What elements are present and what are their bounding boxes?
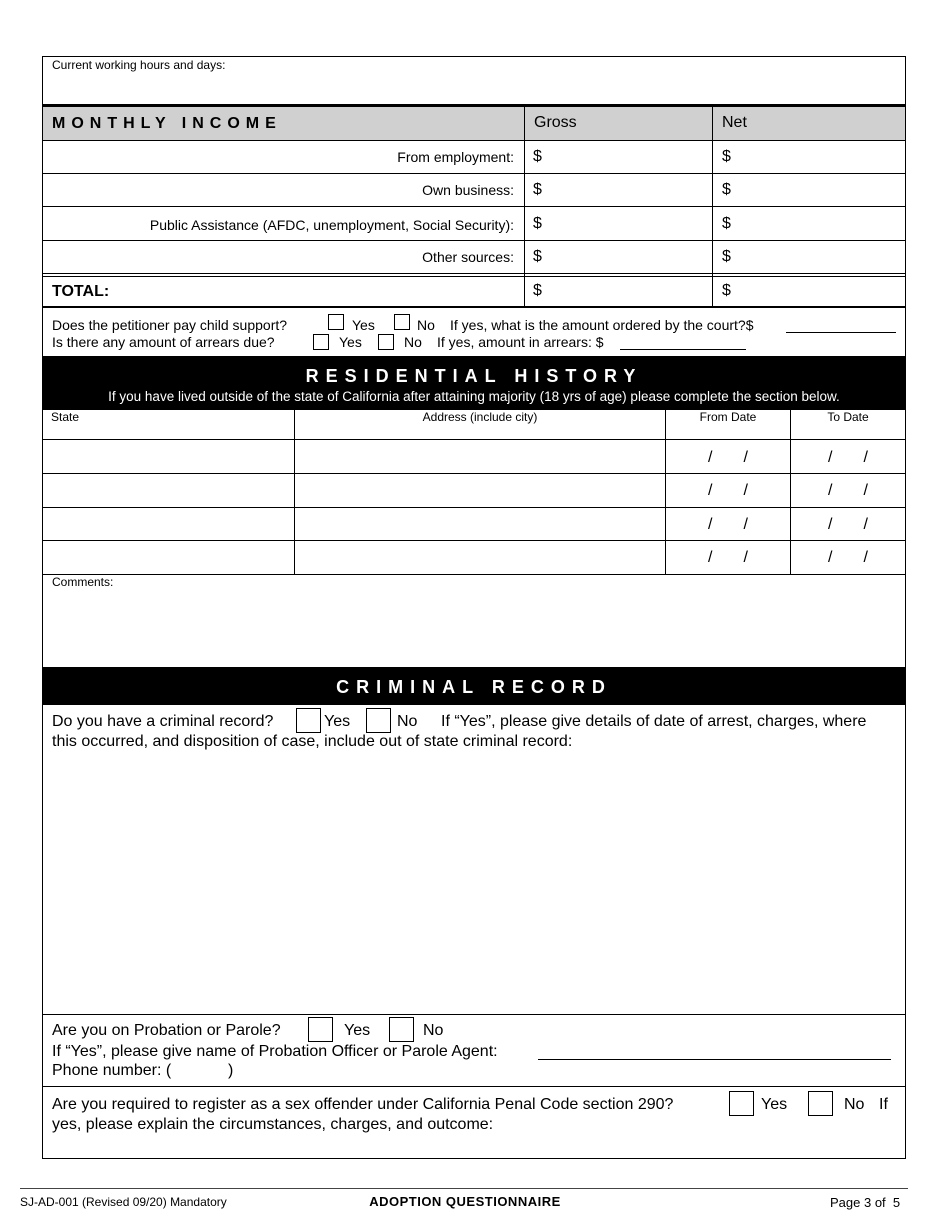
child-support-amount-label: If yes, what is the amount ordered by the court?$ [450,317,754,333]
working-hours-input[interactable] [44,75,904,103]
from-date-field[interactable]: / / [707,549,748,566]
income-row-line [42,240,906,241]
income-gross-field[interactable]: $ [533,215,542,232]
no-label: No [423,1022,444,1039]
to-date-field[interactable]: / / [827,549,868,566]
no-label: No [397,713,418,730]
sex-offender-yes-checkbox[interactable] [729,1091,754,1116]
income-net-field[interactable]: $ [722,148,731,165]
income-total-label: TOTAL: [52,283,110,300]
income-net-field[interactable]: $ [722,248,731,265]
phone-close-paren: ) [228,1062,234,1079]
criminal-record-question: Do you have a criminal record? [52,713,274,730]
income-row-label: Public Assistance (AFDC, unemployment, Social Security): [149,217,514,233]
income-row-line [42,206,906,207]
criminal-no-checkbox[interactable] [366,708,391,733]
sex-offender-explain-label: yes, please explain the circumstances, charges, and outcome: [52,1116,494,1133]
no-label: No [844,1096,865,1113]
probation-no-checkbox[interactable] [389,1017,414,1042]
residential-history-header [42,356,906,410]
comments-box[interactable] [42,574,906,668]
child-support-yes-checkbox[interactable] [328,314,344,330]
arrears-yes-checkbox[interactable] [313,334,329,350]
sex-offender-no-checkbox[interactable] [808,1091,833,1116]
phone-field[interactable] [180,1062,225,1080]
col-header-from-date: From Date [699,410,757,424]
form-id: SJ-AD-001 (Revised 09/20) Mandatory [20,1195,227,1209]
income-net-field[interactable]: $ [722,215,731,232]
child-support-amount-field[interactable] [786,332,896,333]
criminal-record-title: CRIMINAL RECORD [336,677,612,697]
net-header: Net [722,114,747,131]
criminal-yes-checkbox[interactable] [296,708,321,733]
arrears-amount-label: If yes, amount in arrears: $ [437,334,604,350]
income-net-field[interactable]: $ [722,181,731,198]
probation-officer-field[interactable] [538,1059,891,1060]
comments-label: Comments: [52,575,114,589]
child-support-no-checkbox[interactable] [394,314,410,330]
page-number: Page 3 of 5 [830,1195,901,1210]
yes-label: Yes [339,334,362,350]
if-word: If [879,1096,888,1113]
criminal-details-line1: If “Yes”, please give details of date of arrest, charges, where [441,713,867,730]
income-row-label: Own business: [422,182,514,198]
yes-label: Yes [324,713,351,730]
child-support-q1: Does the petitioner pay child support? [52,317,288,333]
from-date-field[interactable]: / / [707,516,748,533]
income-title: MONTHLY INCOME [52,115,282,132]
income-row-label: From employment: [397,149,514,165]
residential-history-subtitle: If you have lived outside of the state of California after attaining majority (18 yrs of age) please complete the section below. [108,389,840,404]
residential-col-divider [294,409,295,575]
col-header-state: State [51,410,80,424]
yes-label: Yes [761,1096,788,1113]
income-total-net[interactable]: $ [722,282,731,299]
residential-row-line [42,473,906,474]
income-row-line [42,273,906,274]
to-date-field[interactable]: / / [827,516,868,533]
income-total-gross[interactable]: $ [533,282,542,299]
yes-label: Yes [344,1022,371,1039]
criminal-record-header [42,667,906,705]
probation-question: Are you on Probation or Parole? [52,1022,281,1039]
from-date-field[interactable]: / / [707,482,748,499]
income-row-line [42,173,906,174]
income-row-line [42,140,906,141]
criminal-details-textarea[interactable] [44,756,904,1012]
probation-yes-checkbox[interactable] [308,1017,333,1042]
income-row-label: Other sources: [422,249,514,265]
probation-officer-label: If “Yes”, please give name of Probation Officer or Parole Agent: [52,1043,498,1060]
arrears-amount-field[interactable] [620,349,746,350]
gross-header: Gross [534,114,577,131]
residential-row-line [42,540,906,541]
arrears-no-checkbox[interactable] [378,334,394,350]
no-label: No [404,334,422,350]
col-header-address: Address (include city) [422,410,538,424]
income-gross-field[interactable]: $ [533,181,542,198]
from-date-field[interactable]: / / [707,449,748,466]
residential-row-line [42,439,906,440]
residential-row-line [42,507,906,508]
to-date-field[interactable]: / / [827,449,868,466]
income-gross-field[interactable]: $ [533,148,542,165]
residential-history-title: RESIDENTIAL HISTORY [305,366,643,386]
yes-label: Yes [352,317,375,333]
footer-divider [20,1188,908,1189]
phone-label: Phone number: ( [52,1062,172,1079]
criminal-details-line2: this occurred, and disposition of case, include out of state criminal record: [52,733,573,750]
income-gross-field[interactable]: $ [533,248,542,265]
arrears-question: Is there any amount of arrears due? [52,334,275,350]
col-header-to-date: To Date [827,410,869,424]
to-date-field[interactable]: / / [827,482,868,499]
working-hours-label: Current working hours and days: [52,58,226,72]
income-row-line [42,276,906,277]
sex-offender-question: Are you required to register as a sex offender under California Penal Code section 290? [52,1096,674,1113]
no-label: No [417,317,435,333]
footer-title: ADOPTION QUESTIONNAIRE [369,1194,561,1209]
